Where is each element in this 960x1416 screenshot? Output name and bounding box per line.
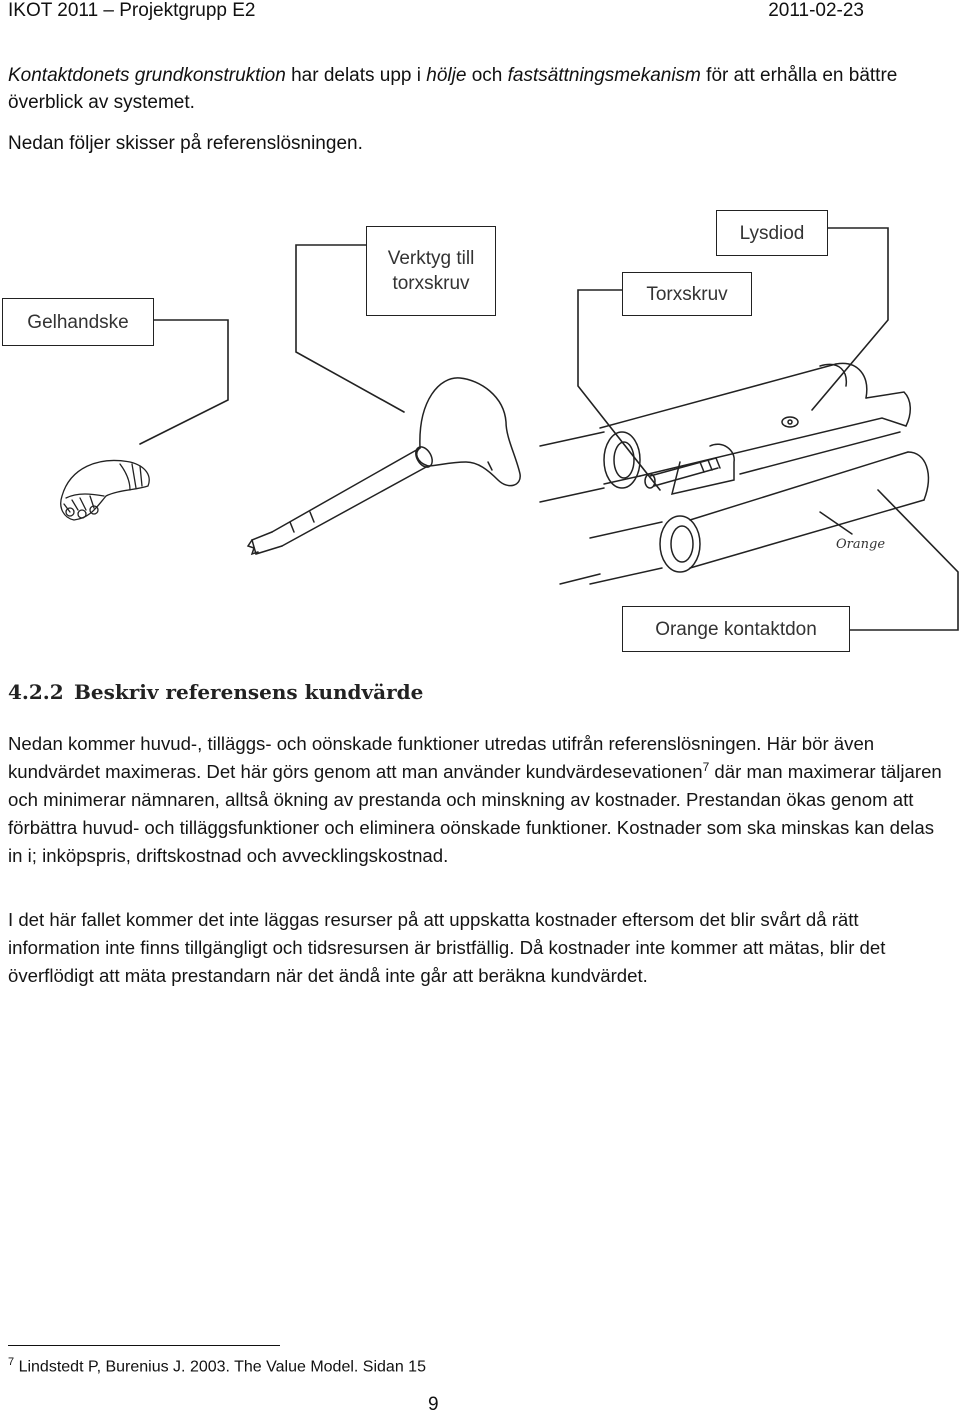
intro-text: för att erhålla en bättre överblick av systemet.	[8, 65, 898, 113]
intro-sketch-note: Nedan följer skisser på referenslösningen.	[8, 133, 363, 154]
paragraph-text: där man maximerar täljaren och minimerar nämnaren, alltså ökning av prestanda och minskning av kostnader. Prestandan ökas genom att förbättra huvud- och tilläggsfunktioner och eliminera oönskade funktioner. Kostnader som ska minskas kan delas in i; inköpspris, driftskostnad och avvecklingskostnad.	[8, 761, 942, 866]
term-fastsattningsmekanism: fastsättningsmekanism	[507, 65, 701, 86]
body-paragraph-2: I det här fallet kommer det inte läggas resurser på att uppskatta kostnader eftersom det blir svårt då rätt information inte finns tillgängligt och tidsresursen är bristfällig. Då kostnader inte kommer att mätas, blir det överflödigt att mäta prestandarn när det ändå inte går att beräkna kundvärdet.	[8, 909, 886, 986]
header-date: 2011-02-23	[768, 0, 864, 21]
footnote	[8, 1356, 426, 1376]
footnote-text: Lindstedt P, Burenius J. 2003. The Value Model. Sidan 15	[14, 1358, 426, 1376]
torx-tool-sketch	[248, 378, 520, 554]
section-title: Beskriv referensens kundvärde	[74, 680, 424, 704]
header-title: IKOT 2011 – Projektgrupp E2	[8, 0, 256, 21]
leader-orange-kontaktdon	[850, 490, 958, 630]
body-paragraph-1	[8, 730, 948, 870]
leader-verktyg	[296, 245, 404, 412]
leader-torxskruv	[578, 290, 660, 490]
label-torxskruv: Torxskruv	[622, 272, 752, 316]
label-orange-kontaktdon: Orange kontaktdon	[622, 606, 850, 652]
section-heading	[8, 680, 423, 704]
intro-text: och	[466, 65, 508, 86]
section-number: 4.2.2	[8, 680, 64, 704]
intro-text: har delats upp i	[285, 65, 427, 86]
label-verktyg-line1: Verktyg till	[387, 248, 475, 269]
reference-solution-sketch	[0, 200, 960, 660]
footnote-divider	[8, 1345, 280, 1346]
term-holje: hölje	[426, 65, 467, 86]
footnote-reference[interactable]: 7	[702, 759, 710, 774]
leader-gelhandske	[140, 320, 228, 444]
page-number: 9	[428, 1394, 439, 1415]
term-grundkonstruktion: Kontaktdonets grundkonstruktion	[8, 65, 286, 86]
leader-lysdiod	[812, 228, 888, 410]
label-verktyg-line2: torxskruv	[392, 273, 470, 294]
paragraph-text: Nedan kommer huvud-, tilläggs- och oönskade funktioner utredas utifrån referenslösningen. Här bör även kundvärdet maximeras. Det här görs genom att man använder kundvärdesevationen	[8, 733, 875, 782]
label-lysdiod: Lysdiod	[716, 210, 828, 256]
footnote-number: 7	[8, 1356, 15, 1368]
intro-paragraph	[8, 62, 938, 116]
handwritten-orange-label: Orange	[836, 537, 886, 552]
label-gelhandske: Gelhandske	[2, 298, 154, 346]
glove-sketch	[61, 460, 149, 520]
